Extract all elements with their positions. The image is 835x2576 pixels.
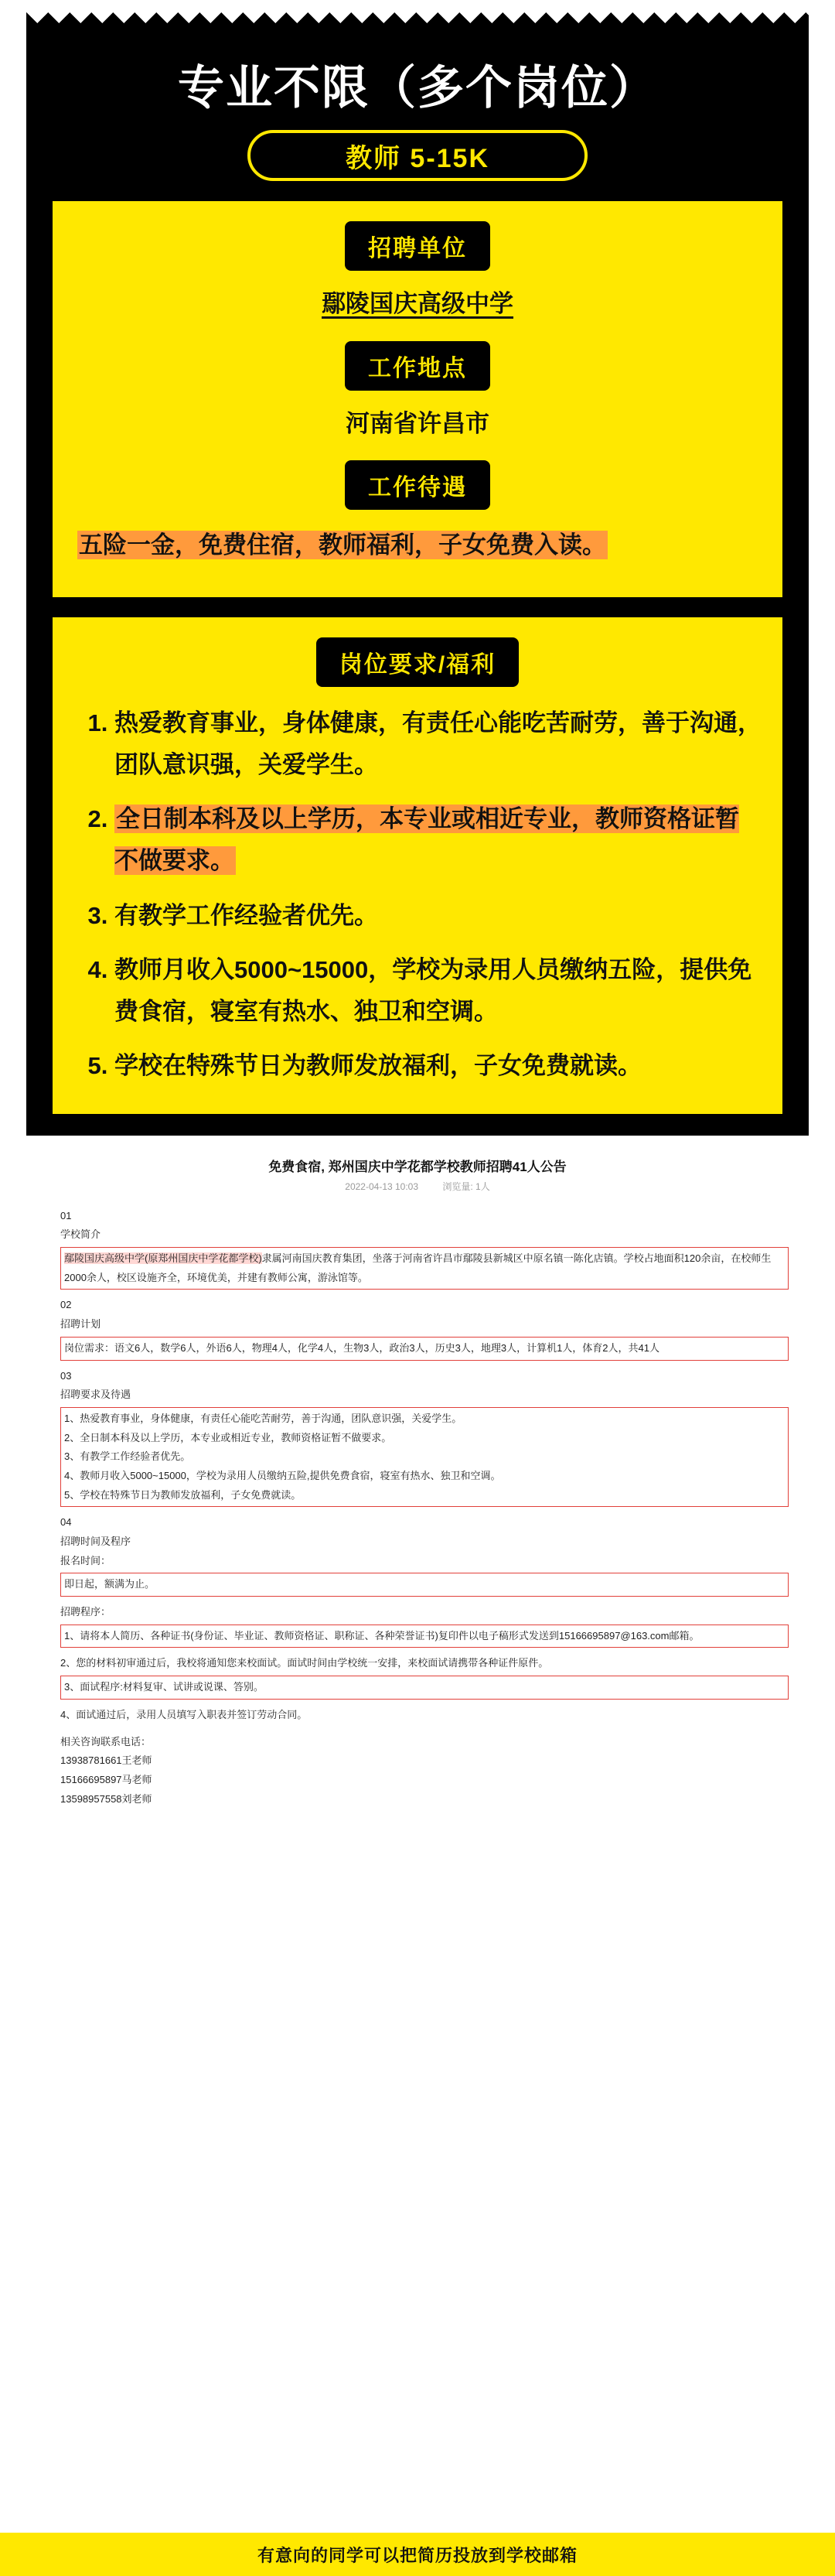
school-name-highlight: 鄢陵国庆高级中学(原郑州国庆中学花都学校) <box>64 1252 262 1265</box>
requirement-highlight: 全日制本科及以上学历，本专业或相近专业，教师资格证暂不做要求。 <box>114 805 739 875</box>
article-views: 浏览量: 1人 <box>442 1180 490 1192</box>
process-line: 3、面试程序:材料复审、试讲或说课、答别。 <box>64 1681 264 1693</box>
benefits-highlight: 五险一金，免费住宿，教师福利，子女免费入读。 <box>79 531 606 559</box>
signup-time-label: 报名时间： <box>60 1554 111 1566</box>
bottom-banner <box>0 2533 835 2576</box>
signup-time-value: 即日起，额满为止。 <box>64 1578 155 1590</box>
school-intro-box <box>60 1247 789 1290</box>
article-date: 2022-04-13 10:03 <box>345 1180 419 1192</box>
bottom-banner-text: 有意向的同学可以把简历投放到学校邮箱 <box>257 2545 578 2565</box>
section-number-01: 01 <box>60 1209 72 1221</box>
location-value: 河南省许昌市 <box>346 409 489 437</box>
requirement-item: 3. 有教学工作经验者优先。 <box>114 895 762 937</box>
process-box <box>60 1625 789 1648</box>
process-label: 招聘程序： <box>60 1606 111 1618</box>
school-intro-text: 隶属河南国庆教育集团，坐落于河南省许昌市鄢陵县新城区中原名镇一陈化店镇。学校占地面积120余亩，在校师生2000余人，校区设施齐全，环境优美，并建有教师公寓，游泳馆等。 <box>64 1252 772 1283</box>
requirement-line: 1、热爱教育事业，身体健康，有责任心能吃苦耐劳，善于沟通，团队意识强，关爱学生。 <box>64 1412 462 1424</box>
section-head-benefits: 工作待遇 <box>345 460 490 510</box>
process-line: 1、请将本人简历、各种证书(身份证、毕业证、教师资格证、职称证、各种荣誉证书)复印件以电子稿形式发送到15166695897@163.com邮箱。 <box>64 1629 700 1642</box>
info-card <box>53 201 782 597</box>
requirement-line: 2、全日制本科及以上学历，本专业或相近专业，教师资格证暂不做要求。 <box>64 1431 392 1443</box>
hiring-plan-box <box>60 1337 789 1361</box>
process-line: 4、面试通过后，录用人员填写入职表并签订劳动合同。 <box>60 1708 308 1720</box>
article-section <box>0 1136 835 1817</box>
section-label-01: 学校简介 <box>60 1228 101 1241</box>
benefits-value <box>77 525 758 566</box>
requirement-line: 5、学校在特殊节日为教师发放福利，子女免费就读。 <box>64 1488 302 1501</box>
contact-item: 15166695897马老师 <box>60 1773 152 1785</box>
section-head-requirements: 岗位要求/福利 <box>316 637 519 687</box>
section-number-02: 02 <box>60 1299 72 1311</box>
section-label-03: 招聘要求及待遇 <box>60 1389 131 1401</box>
requirements-box <box>60 1407 789 1507</box>
poster-title: 专业不限（多个岗位） <box>178 62 657 114</box>
salary-pill-label: 教师 5-15K <box>345 143 490 173</box>
section-number-03: 03 <box>60 1369 72 1382</box>
requirement-line: 3、有教学工作经验者优先。 <box>64 1450 191 1463</box>
article-body <box>46 1207 789 1809</box>
section-number-04: 04 <box>60 1516 72 1529</box>
section-label-02: 招聘计划 <box>60 1318 101 1331</box>
contact-item: 13598957558刘老师 <box>60 1792 152 1805</box>
requirement-item <box>114 798 762 883</box>
article-meta <box>46 1180 789 1193</box>
poster-card <box>26 12 809 1136</box>
hiring-plan-text: 岗位需求：语文6人，数学6人，外语6人，物理4人，化学4人，生物3人，政治3人，历史3人，地理3人，计算机1人，体育2人，共41人 <box>64 1341 659 1354</box>
contact-label: 相关咨询联系电话： <box>60 1735 152 1748</box>
employer-value: 鄢陵国庆高级中学 <box>322 290 513 317</box>
process-box-2 <box>60 1676 789 1700</box>
section-head-location: 工作地点 <box>345 341 490 391</box>
requirement-line: 4、教师月收入5000~15000，学校为录用人员缴纳五险,提供免费食宿，寝室有热水、独卫和空调。 <box>64 1469 501 1481</box>
contact-item: 13938781661王老师 <box>60 1754 152 1767</box>
salary-pill <box>247 130 588 181</box>
signup-time-box <box>60 1573 789 1597</box>
process-line: 2、您的材料初审通过后，我校将通知您来校面试。面试时间由学校统一安排，来校面试请携带各种证件原件。 <box>60 1657 549 1669</box>
section-head-employer: 招聘单位 <box>345 221 490 271</box>
requirement-item: 5. 学校在特殊节日为教师发放福利，子女免费就读。 <box>114 1045 762 1087</box>
contact-block <box>60 1733 789 1809</box>
requirement-item: 1. 热爱教育事业，身体健康，有责任心能吃苦耐劳，善于沟通，团队意识强，关爱学生。 <box>114 702 762 787</box>
article-title: 免费食宿, 郑州国庆中学花都学校教师招聘41人公告 <box>268 1159 567 1174</box>
requirements-card <box>53 617 782 1114</box>
zigzag-edge-decoration <box>26 12 809 31</box>
requirements-list <box>73 702 762 1088</box>
section-label-04: 招聘时间及程序 <box>60 1536 131 1547</box>
requirement-item: 4. 教师月收入5000~15000，学校为录用人员缴纳五险，提供免费食宿，寝室有热水、独卫和空调。 <box>114 949 762 1033</box>
